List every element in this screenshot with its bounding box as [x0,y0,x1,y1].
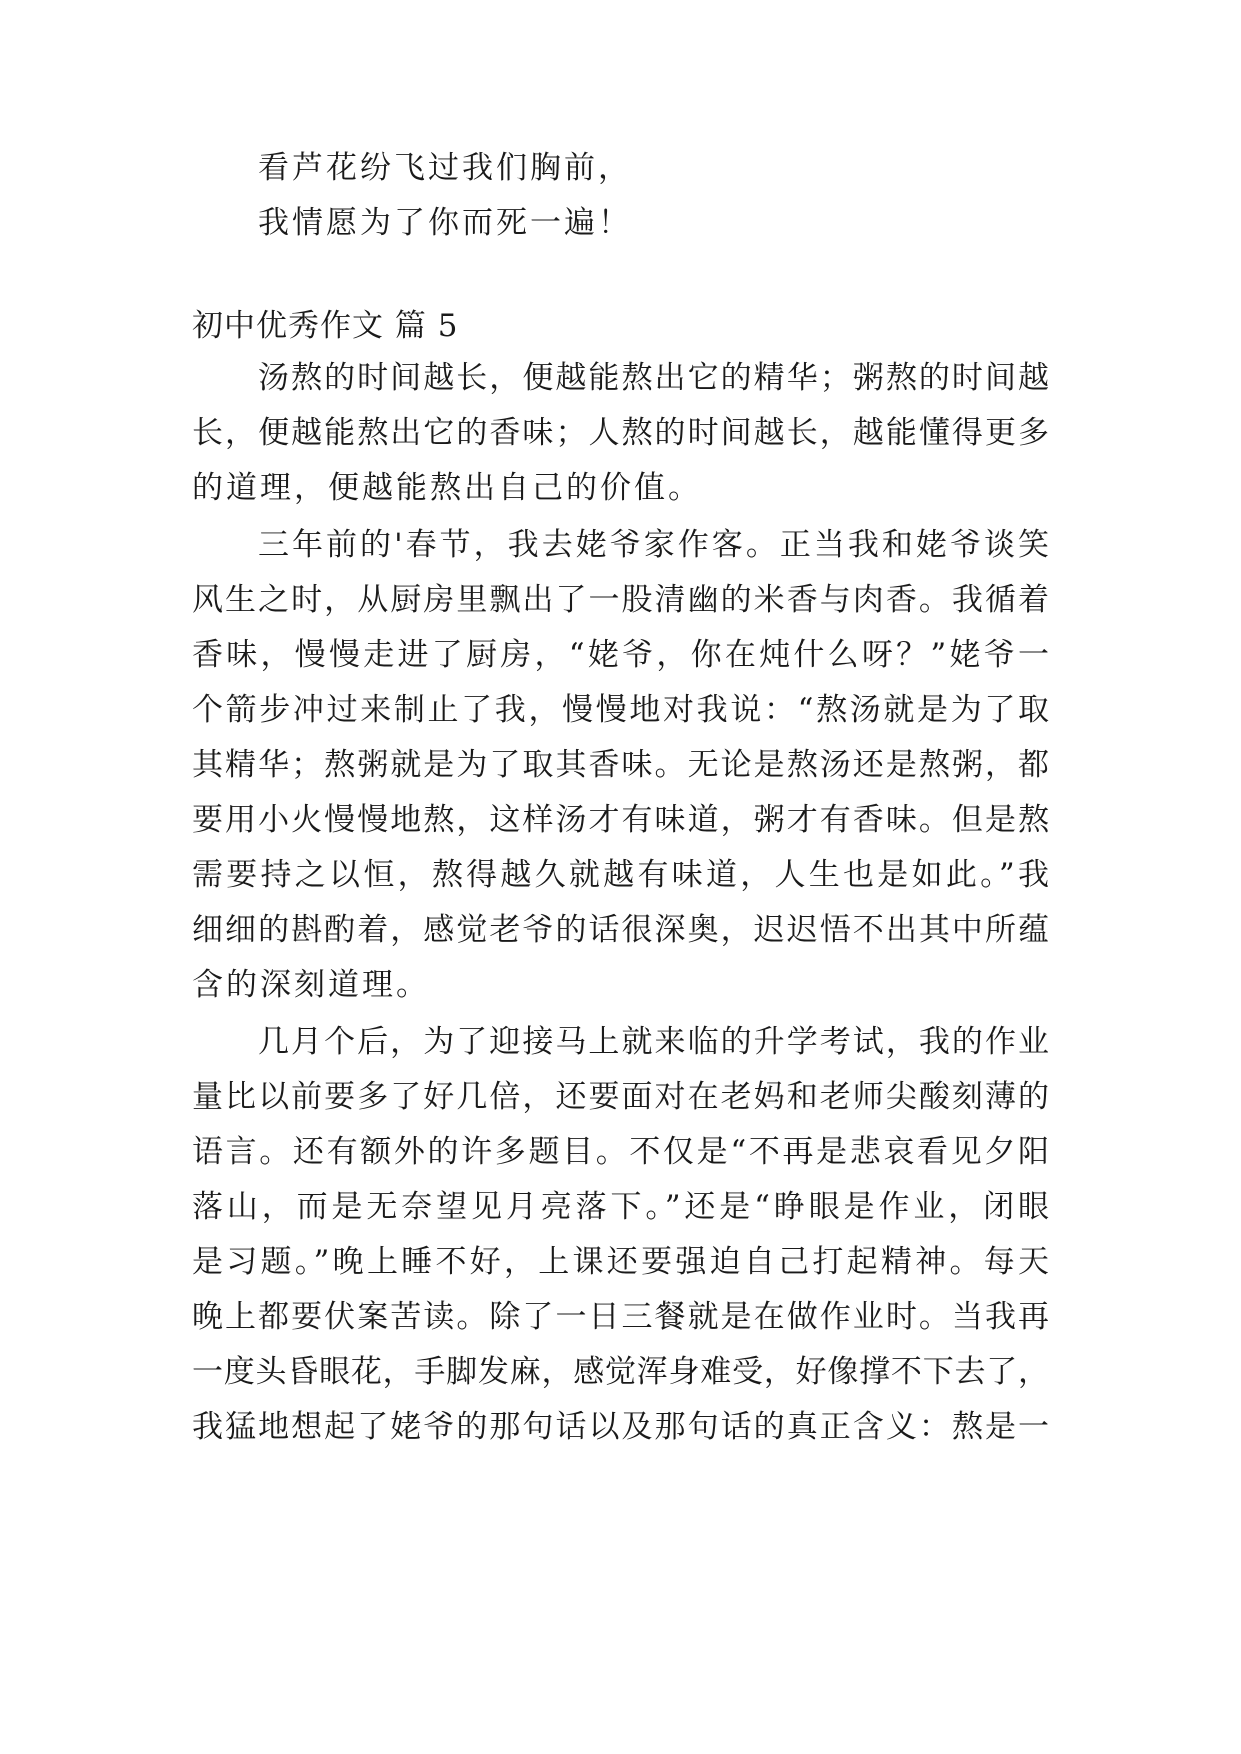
paragraph-line [192,1407,1049,1447]
paragraph-text: 细细的斟酌着，感觉老爷的话很深奥，迟迟悟不出其中所蕴 [192,912,1049,948]
paragraph-line [192,855,1049,895]
paragraph-line [192,745,1049,785]
paragraph-text: 晚上都要伏案苦读。除了一日三餐就是在做作业时。当我再 [192,1299,1049,1335]
paragraph-text: 需要持之以恒，熬得越久就越有味道，人生也是如此。”我 [192,857,1049,893]
paragraph-line [258,525,1049,565]
paragraph-line [192,1187,1049,1227]
paragraph-text: 是习题。”晚上睡不好，上课还要强迫自己打起精神。每天 [192,1244,1049,1280]
paragraph-text: 落山，而是无奈望见月亮落下。”还是“睁眼是作业，闭眼 [192,1189,1049,1225]
paragraph-text: 其精华；熬粥就是为了取其香味。无论是熬汤还是熬粥，都 [192,747,1049,783]
paragraph-line [192,580,1049,620]
paragraph-line [192,1077,1049,1117]
paragraph-line [192,965,1049,1005]
paragraph-line [192,413,1049,453]
paragraph-text: 一度头昏眼花，手脚发麻，感觉浑身难受，好像撑不下去了， [192,1354,1049,1390]
poem-line: 我情愿为了你而死一遍！ [258,205,632,241]
paragraph-line [192,1242,1049,1282]
paragraph-line [192,1352,1049,1392]
paragraph-text: 个箭步冲过来制止了我，慢慢地对我说：“熬汤就是为了取 [192,692,1049,728]
paragraph-text: 语言。还有额外的许多题目。不仅是“不再是悲哀看见夕阳 [192,1134,1049,1170]
paragraph-line [192,468,1049,508]
paragraph-line [258,358,1049,398]
section-heading [192,306,458,346]
paragraph-text: 要用小火慢慢地熬，这样汤才有味道，粥才有香味。但是熬 [192,802,1049,838]
paragraph-line [192,1132,1049,1172]
paragraph-text: 汤熬的时间越长，便越能熬出它的精华；粥熬的时间越 [258,360,1049,396]
section-number: 篇 5 [394,308,459,344]
paragraph-text: 量比以前要多了好几倍，还要面对在老妈和老师尖酸刻薄的 [192,1079,1049,1115]
paragraph-text: 风生之时，从厨房里飘出了一股清幽的米香与肉香。我循着 [192,582,1049,618]
paragraph-text: 含的深刻道理。 [192,967,430,1003]
paragraph-line [192,690,1049,730]
paragraph-line [258,1022,1049,1062]
poem-line: 看芦花纷飞过我们胸前， [258,150,632,186]
paragraph-text: 的道理，便越能熬出自己的价值。 [192,470,702,506]
paragraph-text: 香味，慢慢走进了厨房，“姥爷，你在炖什么呀？”姥爷一 [192,637,1049,673]
paragraph-text: 几月个后，为了迎接马上就来临的升学考试，我的作业 [258,1024,1049,1060]
paragraph-line [192,1297,1049,1337]
paragraph-text: 长，便越能熬出它的香味；人熬的时间越长，越能懂得更多 [192,415,1049,451]
section-title: 初中优秀作文 [192,308,384,344]
paragraph-line [192,800,1049,840]
paragraph-line [192,635,1049,675]
paragraph-line [192,910,1049,950]
paragraph-text: 我猛地想起了姥爷的那句话以及那句话的真正含义：熬是一 [192,1409,1049,1445]
paragraph-text: 三年前的'春节，我去姥爷家作客。正当我和姥爷谈笑 [258,527,1049,563]
